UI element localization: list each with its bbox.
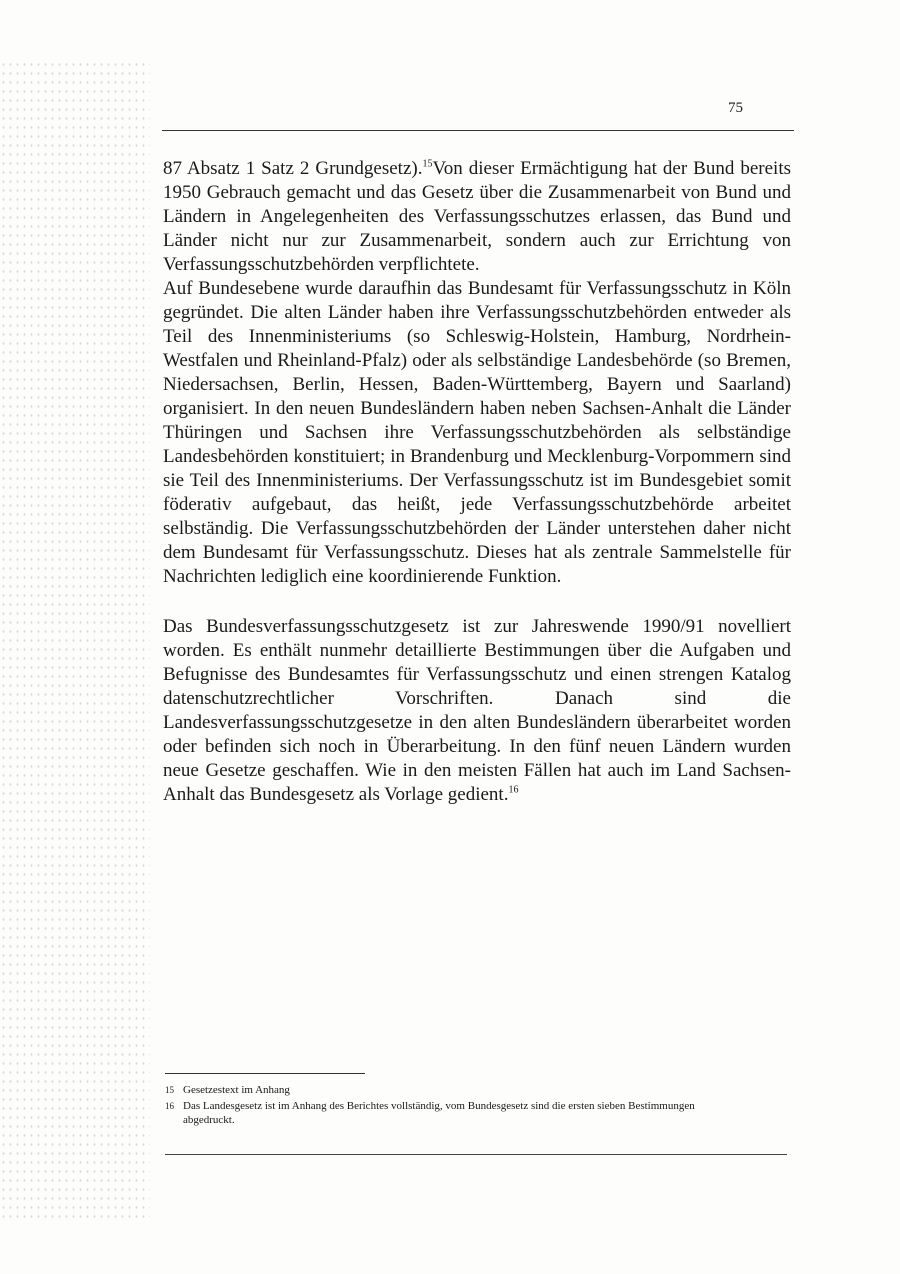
paragraph-3 [163,615,791,807]
paragraph-2: Auf Bundesebene wurde daraufhin das Bundesamt für Verfassungsschutz in Köln gegründet. Die alten Länder haben ihre Verfassungsschutzbehörden entweder als Teil des Innenministeriums (so Schleswig-Holstein, Hamburg, Nordrhein-Westfalen und Rheinland-Pfalz) oder als selbständige Landesbehörde (so Bremen, Niedersachsen, Berlin, Hessen, Baden-Württemberg, Bayern und Saarland) organisiert. In den neuen Bundesländern haben neben Sachsen-Anhalt die Länder Thüringen und Sachsen ihre Verfassungsschutzbehörden als selbständige Landesbehörden konstituiert; in Brandenburg und Mecklenburg-Vorpommern sind sie Teil des Innenministeriums. Der Verfassungsschutz ist im Bundesgebiet somit föderativ aufgebaut, das heißt, jede Verfassungsschutzbehörde arbeitet selbständig. Die Verfassungsschutzbehörden der Länder unterstehen daher nicht dem Bundesamt für Verfassungsschutz. Dieses hat als zentrale Sammelstelle für Nachrichten lediglich eine koordinierende Funktion. [163,278,791,587]
footnote-ref-16[interactable]: 16 [508,784,519,796]
header-rule [162,130,794,131]
paragraph-3-text: Das Bundesverfassungsschutzgesetz ist zur Jahreswende 1990/91 novelliert worden. Es enthält nunmehr detaillierte Bestimmungen über die Aufgaben und Befugnisse des Bundesamtes für Verfassungsschutz und einen strengen Katalog datenschutzrechtlicher Vorschriften. Danach sind die Landesverfassungsschutzgesetze in den alten Bundesländern überarbeitet worden oder befinden sich noch in Überarbeitung. In den fünf neuen Ländern wurden neue Gesetze geschaffen. Wie in den meisten Fällen hat auch im Land Sachsen-Anhalt das Bundesgesetz als Vorlage gedient. [163,616,791,805]
footnote-15-number: 15 [165,1085,174,1095]
footnote-15 [165,1083,725,1097]
paragraph-1-text: 87 Absatz 1 Satz 2 Grundgesetz). [163,158,423,179]
footnote-rule [165,1073,365,1074]
page-number: 75 [728,100,743,116]
footnote-ref-15[interactable]: 15 [422,158,433,170]
paragraph-1 [163,157,791,277]
footnotes [165,1083,725,1129]
footnote-16 [165,1099,725,1127]
body-text [163,157,791,807]
footnote-16-text: Das Landesgesetz ist im Anhang des Berichtes vollständig, vom Bundesgesetz sind die ersten sieben Bestimmungen abgedruckt. [183,1100,695,1126]
scan-edge-noise [0,60,150,1220]
footnote-16-number: 16 [165,1101,174,1111]
footnote-15-text: Gesetzestext im Anhang [183,1084,290,1096]
paragraph-1-text-after: Von dieser Ermächtigung hat der Bund bereits 1950 Gebrauch gemacht und das Gesetz über die Zusammenarbeit von Bund und Ländern in Angelegenheiten des Verfassungsschutzes erlassen, das Bund und Länder nicht nur zur Zusammenarbeit, sondern auch zur Errichtung von Verfassungsschutzbehörden verpflichtete. [163,158,791,275]
footer-rule [165,1154,787,1155]
